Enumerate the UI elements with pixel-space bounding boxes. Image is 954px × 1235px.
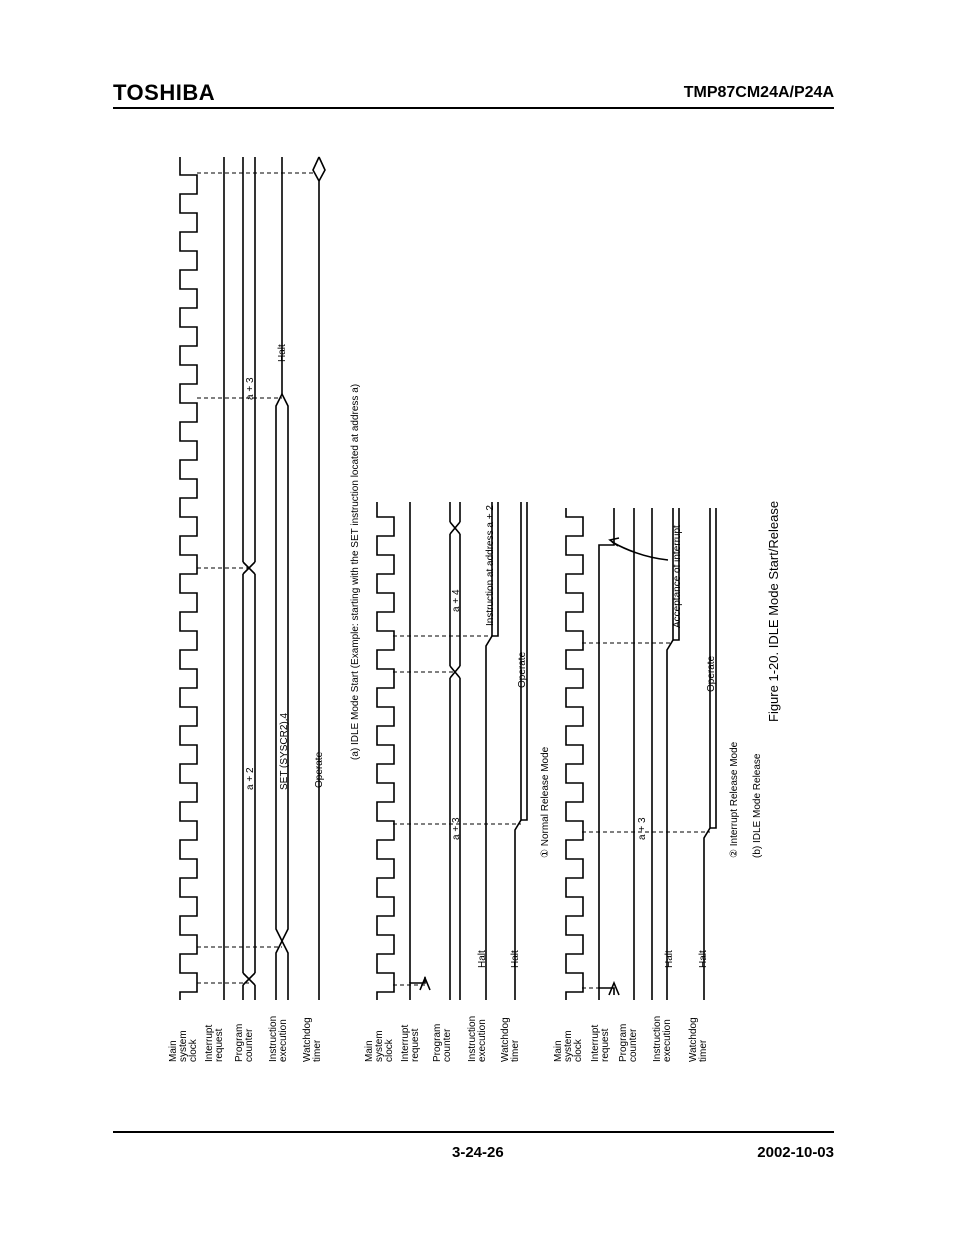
watchdog-timer-line: [319, 157, 325, 181]
signal-label-a-0: system: [178, 1030, 189, 1062]
exec-label-accept-i: Acceptance of interrupt: [672, 525, 683, 628]
document-id: TMP87CM24A/P24A: [683, 84, 834, 101]
signal-label-i-3: Instruction: [652, 1015, 663, 1062]
signal-label-a-3: Instruction: [268, 1015, 279, 1062]
signal-label-a-0: clock: [188, 1039, 199, 1062]
watchdog-timer-i: [704, 508, 710, 1000]
figure-title: Figure 1-20. IDLE Mode Start/Release: [766, 500, 781, 722]
signal-label-n-3: Instruction: [467, 1015, 478, 1062]
instruction-execution-bus: [276, 941, 288, 1000]
pc-label-a3-n: a + 3: [451, 817, 462, 840]
exec-label-halt-n: Halt: [477, 950, 488, 968]
pc-label-a4-n: a + 4: [451, 589, 462, 612]
wdt-label-halt-n: Halt: [510, 950, 521, 968]
interrupt-arrow: [420, 978, 430, 990]
wdt-label-operate: Operate: [314, 751, 325, 788]
signal-label-n-0: Main: [364, 1040, 375, 1062]
signal-label-n-2: Program: [432, 1023, 443, 1062]
wdt-label-operate-n: Operate: [517, 651, 528, 688]
page-number: 3-24-26: [452, 1144, 504, 1161]
signal-label-a-1: Interrupt: [204, 1024, 215, 1062]
pc-label-a2: a + 2: [245, 767, 256, 790]
instruction-execution-set: [276, 394, 288, 941]
watchdog-timer-line: [313, 157, 319, 1000]
program-counter-bus-n-cross: [450, 522, 460, 534]
signal-label-n-0: clock: [384, 1039, 395, 1062]
brand-logo: TOSHIBA: [113, 80, 216, 105]
signal-label-a-2: Program: [234, 1023, 245, 1062]
signal-label-a-4: timer: [312, 1039, 323, 1062]
signal-label-n-4: timer: [510, 1039, 521, 1062]
signal-label-n-4: Watchdog: [500, 1017, 511, 1062]
signal-label-i-2: counter: [628, 1028, 639, 1062]
signal-label-i-1: Interrupt: [590, 1024, 601, 1062]
signal-label-a-3: execution: [278, 1019, 289, 1062]
signal-label-a-2: counter: [244, 1028, 255, 1062]
normal-release-caption: ① Normal Release Mode: [540, 746, 551, 858]
pc-label-a3-i: a + 3: [637, 817, 648, 840]
signal-label-n-0: system: [374, 1030, 385, 1062]
signal-label-i-4: timer: [698, 1039, 709, 1062]
part-a-caption: (a) IDLE Mode Start (Example: starting with the SET instruction located at address a): [350, 383, 361, 760]
pc-label-a3: a + 3: [245, 377, 256, 400]
footer-rule: [113, 1131, 834, 1133]
main-system-clock-wave: [377, 502, 394, 1000]
signal-label-n-1: request: [410, 1028, 421, 1062]
signal-label-n-3: execution: [477, 1019, 488, 1062]
signal-label-a-0: Main: [168, 1040, 179, 1062]
signal-label-i-0: clock: [573, 1039, 584, 1062]
signal-label-i-1: request: [600, 1028, 611, 1062]
signal-label-i-4: Watchdog: [688, 1017, 699, 1062]
main-system-clock-wave: [180, 157, 197, 1000]
watchdog-timer-n: [515, 502, 521, 1000]
signal-label-a-4: Watchdog: [302, 1017, 313, 1062]
wdt-label-operate-i: Operate: [706, 655, 717, 692]
signal-label-i-2: Program: [618, 1023, 629, 1062]
wdt-label-halt-i: Halt: [698, 950, 709, 968]
exec-label-set: SET (SYSCR2).4: [279, 712, 290, 790]
acceptance-pointer: [612, 542, 668, 560]
revision-date: 2002-10-03: [757, 1144, 834, 1161]
signal-label-n-1: Interrupt: [400, 1024, 411, 1062]
exec-label-halt-i: Halt: [664, 950, 675, 968]
signal-label-n-2: counter: [442, 1028, 453, 1062]
main-system-clock-wave: [566, 508, 583, 1000]
part-b-caption: (b) IDLE Mode Release: [752, 753, 763, 858]
interrupt-request-line: [599, 508, 614, 988]
interrupt-release-caption: ② Interrupt Release Mode: [729, 741, 740, 858]
interrupt-request-wave: [410, 977, 425, 1000]
signal-label-a-1: request: [214, 1028, 225, 1062]
signal-label-i-0: Main: [553, 1040, 564, 1062]
signal-label-i-3: execution: [662, 1019, 673, 1062]
exec-label-halt: Halt: [277, 344, 288, 362]
exec-label-instr-n: Instruction at address a + 2: [485, 505, 496, 626]
signal-label-i-0: system: [563, 1030, 574, 1062]
